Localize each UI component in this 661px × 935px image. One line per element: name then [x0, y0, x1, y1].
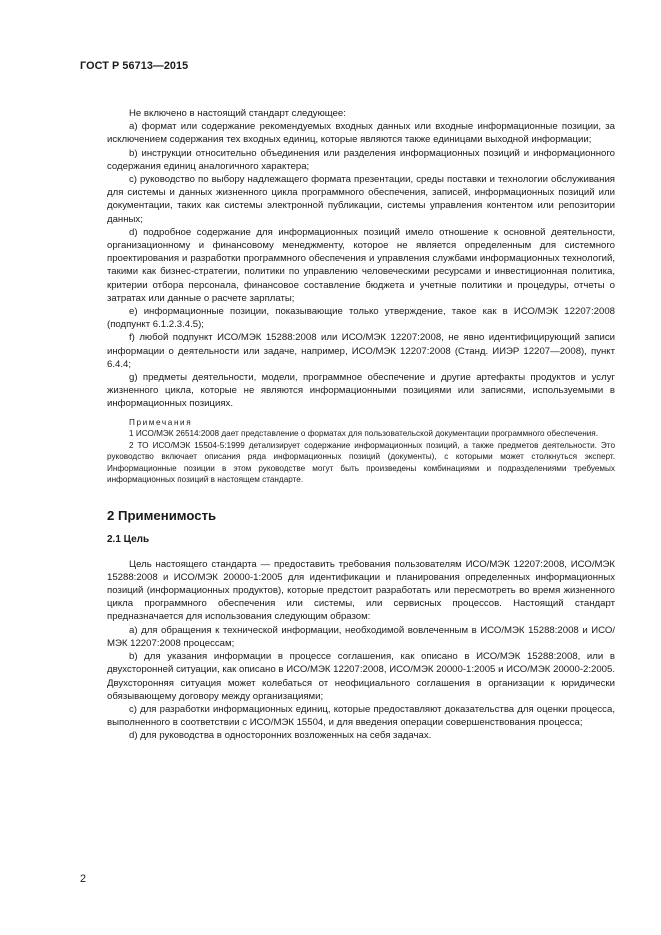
purpose-item-d: d) для руководства в односторонних возложенных на себя задачах. [129, 730, 432, 742]
purpose-paragraph: Цель настоящего стандарта — предоставить требования пользователям ИСО/МЭК 12207:2008, ИСО/МЭК 15288:2008 и ИСО/МЭК 20000-1:2005 для идентификации и планирования определенных информационных позиций (информационных продуктов), которые предстоит разработать или пересмотреть во время жизненного цикла программного обеспечения или системы, или сервисных процессов. Настоящий стандарт предназначается для использования следующим образом: [107, 558, 615, 623]
exclusion-item-d: d) подробное содержание для информационных позиций имело отношение к основной деятельности, организационному и финансовому менеджменту, которое не является определенным для системного проектирования и разработки программного обеспечения и управления службами информационных технологий, такими как бизнес-стратегии, политики по управлению человеческими ресурсами и инвестиционная политика, критерии отбора персонала, финансовое составление бюджета и учетные политики и процедуры, отчеты о затратах или данные о расчете зарплаты; [107, 226, 615, 304]
exclusion-item-e: e) информационные позиции, показывающие только утверждение, такое как в ИСО/МЭК 12207:2008 (подпункт 6.1.2.3.4.5); [107, 306, 615, 331]
exclusion-item-c: c) руководство по выбору надлежащего формата презентации, среды поставки и технологии обслуживания для системы и данных жизненного цикла программного обеспечения, записей, информационных позиций или документации, таких как системы электронной публикации, системы управления контентом или репозитории данных; [107, 174, 615, 225]
exclusion-item-a: а) формат или содержание рекомендуемых входных данных или входные информационные позиции, за исключением содержания тех входных единиц, которые являются также единицами выходной информации; [107, 121, 615, 146]
document-header: ГОСТ Р 56713—2015 [80, 60, 189, 72]
note-2: 2 ТО ИСО/МЭК 15504-5:1999 детализирует содержание информационных позиций, а также предметов деятельности. Это руководство включает описания ряда информационных позиций (документы), с которыми может столкнуться эксперт. Информационные позиции в этом руководстве могут быть произведены комбинациями и подразделениями требуемых информационных позиций в настоящем стандарте. [107, 440, 615, 485]
purpose-item-c: c) для разработки информационных единиц, которые предоставляют доказательства для оценки процесса, выполненного в соответствии с ИСО/МЭК 15504, и для введения операции совершенствования процесса; [107, 703, 615, 729]
section-title: 2 Применимость [107, 507, 217, 523]
exclusion-item-g: g) предметы деятельности, модели, программное обеспечение и другие артефакты продуктов и услуг жизненного цикла, которые не являются информационными позициями или записями, используемыми в информационных позициях. [107, 372, 615, 410]
purpose-item-a: а) для обращения к технической информации, необходимой вовлеченным в ИСО/МЭК 15288:2008 и ИСО/МЭК 12207:2008 процессам; [107, 624, 615, 649]
section-body [107, 558, 615, 743]
purpose-item-b: b) для указания информации в процессе соглашения, как описано в ИСО/МЭК 15288:2008, или в двухсторонней ситуации, как описано в ИСО/МЭК 12207:2008, ИСО/МЭК 20000-1:2005 и ИСО/МЭК 20000-2:2005. Двухсторонняя ситуация может колебаться от неофициального соглашения в организации к юридически обязывающему договору между организациями; [107, 651, 615, 702]
note-1: 1 ИСО/МЭК 26514:2008 дает представление о форматах для пользовательской документации программного обеспечения. [129, 429, 598, 439]
intro-lead: Не включено в настоящий стандарт следующее: [129, 108, 346, 119]
notes-block [107, 417, 615, 486]
page-content [107, 107, 615, 743]
page-number: 2 [80, 873, 87, 885]
notes-title: Примечания [129, 417, 193, 427]
exclusion-item-b: b) инструкции относительно объединения или разделения информационных позиций и информационного содержания единиц аналогичного характера; [107, 147, 615, 172]
exclusion-item-f: f) любой подпункт ИСО/МЭК 15288:2008 или ИСО/МЭК 12207:2008, не явно идентифицирующий записи информации о деятельности или задаче, например, ИСО/МЭК 12207:2008 (Станд. ИИЭР 12207—2008), пункт 6.4.4; [107, 332, 615, 370]
subsection-title: 2.1 Цель [107, 533, 150, 545]
